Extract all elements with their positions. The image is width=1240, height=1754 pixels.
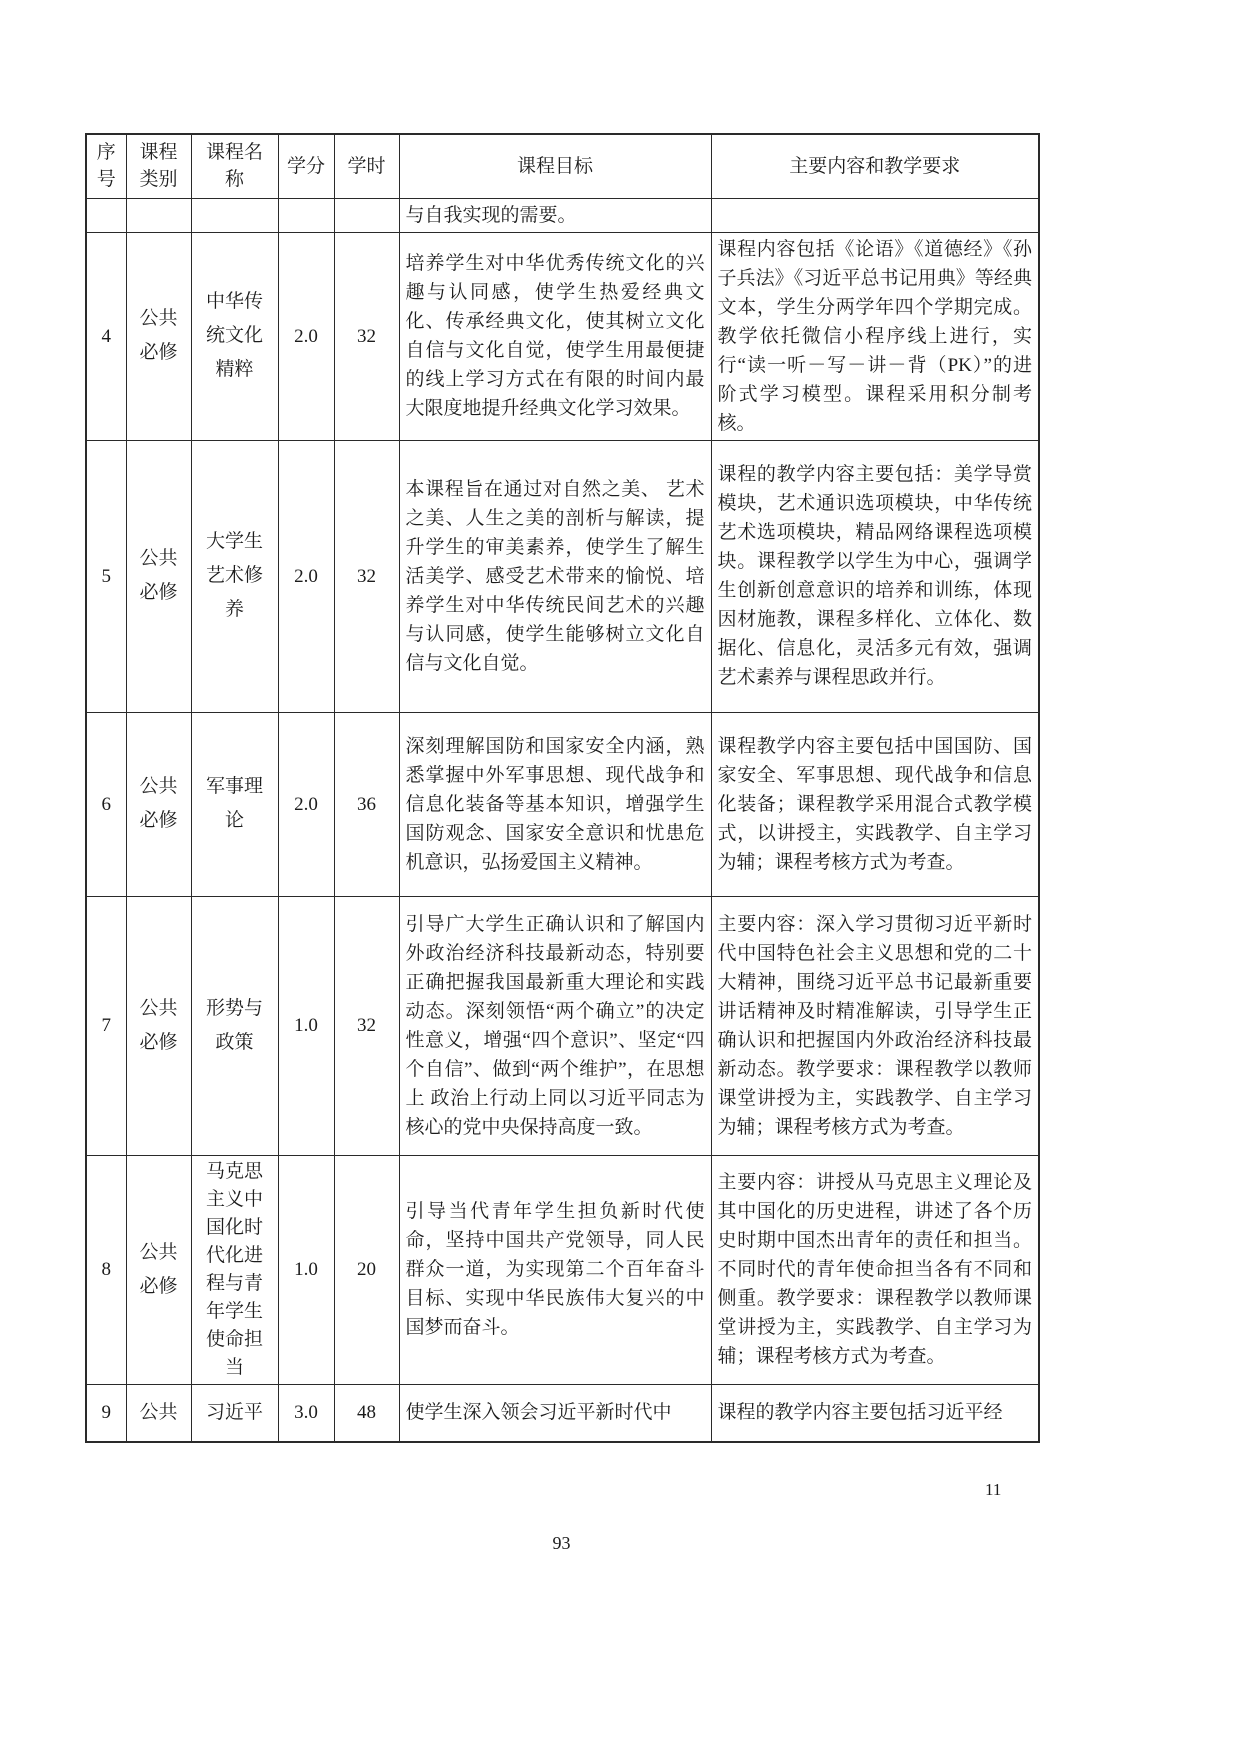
header-name: 课程名称 (191, 134, 278, 198)
seq-cell: 7 (86, 896, 126, 1155)
seq-cell: 9 (86, 1384, 126, 1442)
hours-cell: 32 (334, 440, 399, 712)
course-name-cell: 中华传统文化精粹 (191, 232, 278, 440)
hours-cell: 20 (334, 1155, 399, 1384)
course-name-cell (191, 198, 278, 232)
table-row (86, 198, 1039, 232)
header-row (86, 134, 1039, 198)
hours-cell: 48 (334, 1384, 399, 1442)
objective-cell: 本课程旨在通过对自然之美、 艺术之美、人生之美的剖析与解读，提升学生的审美素养，使学生了解生活美学、感受艺术带来的愉悦、培养学生对中华传统民间艺术的兴趣与认同感，使学生能够树立文化自信与文化自觉。 (399, 440, 711, 712)
table-row (86, 440, 1039, 712)
table-row (86, 896, 1039, 1155)
content-cell: 课程的教学内容主要包括习近平经 (711, 1384, 1039, 1442)
content-cell: 课程教学内容主要包括中国国防、国家安全、军事思想、现代战争和信息化装备；课程教学采用混合式教学模式，以讲授主，实践教学、自主学习为辅；课程考核方式为考查。 (711, 712, 1039, 896)
content-cell (711, 198, 1039, 232)
seq-cell: 8 (86, 1155, 126, 1384)
credits-cell: 2.0 (278, 440, 334, 712)
hours-cell: 32 (334, 896, 399, 1155)
objective-cell: 深刻理解国防和国家安全内涵，熟悉掌握中外军事思想、现代战争和信息化装备等基本知识，增强学生国防观念、国家安全意识和忧患危机意识，弘扬爱国主义精神。 (399, 712, 711, 896)
content-cell: 主要内容：深入学习贯彻习近平新时代中国特色社会主义思想和党的二十 大精神，围绕习近平总书记最新重要讲话精神及时精准解读，引导学生正确认识和把握国内外政治经济科技最新动态。教学要求：课程教学以教师课堂讲授为主，实践教学、自主学习为辅；课程考核方式为考查。 (711, 896, 1039, 1155)
table-row (86, 232, 1039, 440)
course-name-cell: 马克思主义中国化时代化进程与青年学生使命担当 (191, 1155, 278, 1384)
category-cell: 公共必修 (126, 712, 191, 896)
course-table (85, 133, 1040, 1443)
objective-cell: 与自我实现的需要。 (399, 198, 711, 232)
credits-cell: 1.0 (278, 896, 334, 1155)
objective-cell: 引导当代青年学生担负新时代使命，坚持中国共产党领导，同人民群众一道，为实现第二个百年奋斗目标、实现中华民族伟大复兴的中国梦而奋斗。 (399, 1155, 711, 1384)
course-name-cell: 形势与政策 (191, 896, 278, 1155)
content-cell: 主要内容：讲授从马克思主义理论及其中国化的历史进程，讲述了各个历史时期中国杰出青年的责任和担当。不同时代的青年使命担当各有不同和侧重。教学要求：课程教学以教师课堂讲授为主，实践教学、自主学习为辅；课程考核方式为考查。 (711, 1155, 1039, 1384)
seq-cell (86, 198, 126, 232)
content-cell: 课程的教学内容主要包括：美学导赏模块，艺术通识选项模块，中华传统艺术选项模块，精品网络课程选项模块。课程教学以学生为中心，强调学生创新创意意识的培养和训练，体现因材施教，课程多样化、立体化、数据化、信息化，灵活多元有效，强调艺术素养与课程思政并行。 (711, 440, 1039, 712)
table-row (86, 1384, 1039, 1442)
course-name-cell: 习近平 (191, 1384, 278, 1442)
course-name-cell: 大学生艺术修养 (191, 440, 278, 712)
header-credits: 学分 (278, 134, 334, 198)
page-number-footer: 93 (552, 1533, 571, 1553)
table-row (86, 1155, 1039, 1384)
credits-cell: 1.0 (278, 1155, 334, 1384)
category-cell: 公共 (126, 1384, 191, 1442)
table-row (86, 712, 1039, 896)
objective-cell: 培养学生对中华优秀传统文化的兴趣与认同感，使学生热爱经典文化、传承经典文化，使其树立文化自信与文化自觉，使学生用最便捷的线上学习方式在有限的时间内最大限度地提升经典文化学习效果。 (399, 232, 711, 440)
page-number-corner: 11 (985, 1480, 1002, 1499)
header-seq: 序号 (86, 134, 126, 198)
category-cell (126, 198, 191, 232)
category-cell: 公共必修 (126, 232, 191, 440)
category-cell: 公共必修 (126, 896, 191, 1155)
header-objective: 课程目标 (399, 134, 711, 198)
credits-cell: 3.0 (278, 1384, 334, 1442)
objective-cell: 使学生深入领会习近平新时代中 (399, 1384, 711, 1442)
course-name-cell: 军事理论 (191, 712, 278, 896)
category-cell: 公共必修 (126, 440, 191, 712)
seq-cell: 5 (86, 440, 126, 712)
objective-cell: 引导广大学生正确认识和了解国内外政治经济科技最新动态，特别要正确把握我国最新重大理论和实践动态。深刻领悟“两个确立”的决定性意义，增强“四个意识”、坚定“四个自信”、做到“两个维护”，在思想上 政治上行动上同以习近平同志为核心的党中央保持高度一致。 (399, 896, 711, 1155)
header-category: 课程类别 (126, 134, 191, 198)
hours-cell: 32 (334, 232, 399, 440)
seq-cell: 4 (86, 232, 126, 440)
hours-cell: 36 (334, 712, 399, 896)
credits-cell: 2.0 (278, 712, 334, 896)
credits-cell (278, 198, 334, 232)
header-hours: 学时 (334, 134, 399, 198)
hours-cell (334, 198, 399, 232)
seq-cell: 6 (86, 712, 126, 896)
credits-cell: 2.0 (278, 232, 334, 440)
header-content: 主要内容和教学要求 (711, 134, 1039, 198)
category-cell: 公共必修 (126, 1155, 191, 1384)
content-cell: 课程内容包括《论语》《道德经》《孙子兵法》《习近平总书记用典》等经典文本，学生分两学年四个学期完成。教学依托微信小程序线上进行，实行“读一听－写－讲－背（PK）”的进阶式学习模型。课程采用积分制考核。 (711, 232, 1039, 440)
